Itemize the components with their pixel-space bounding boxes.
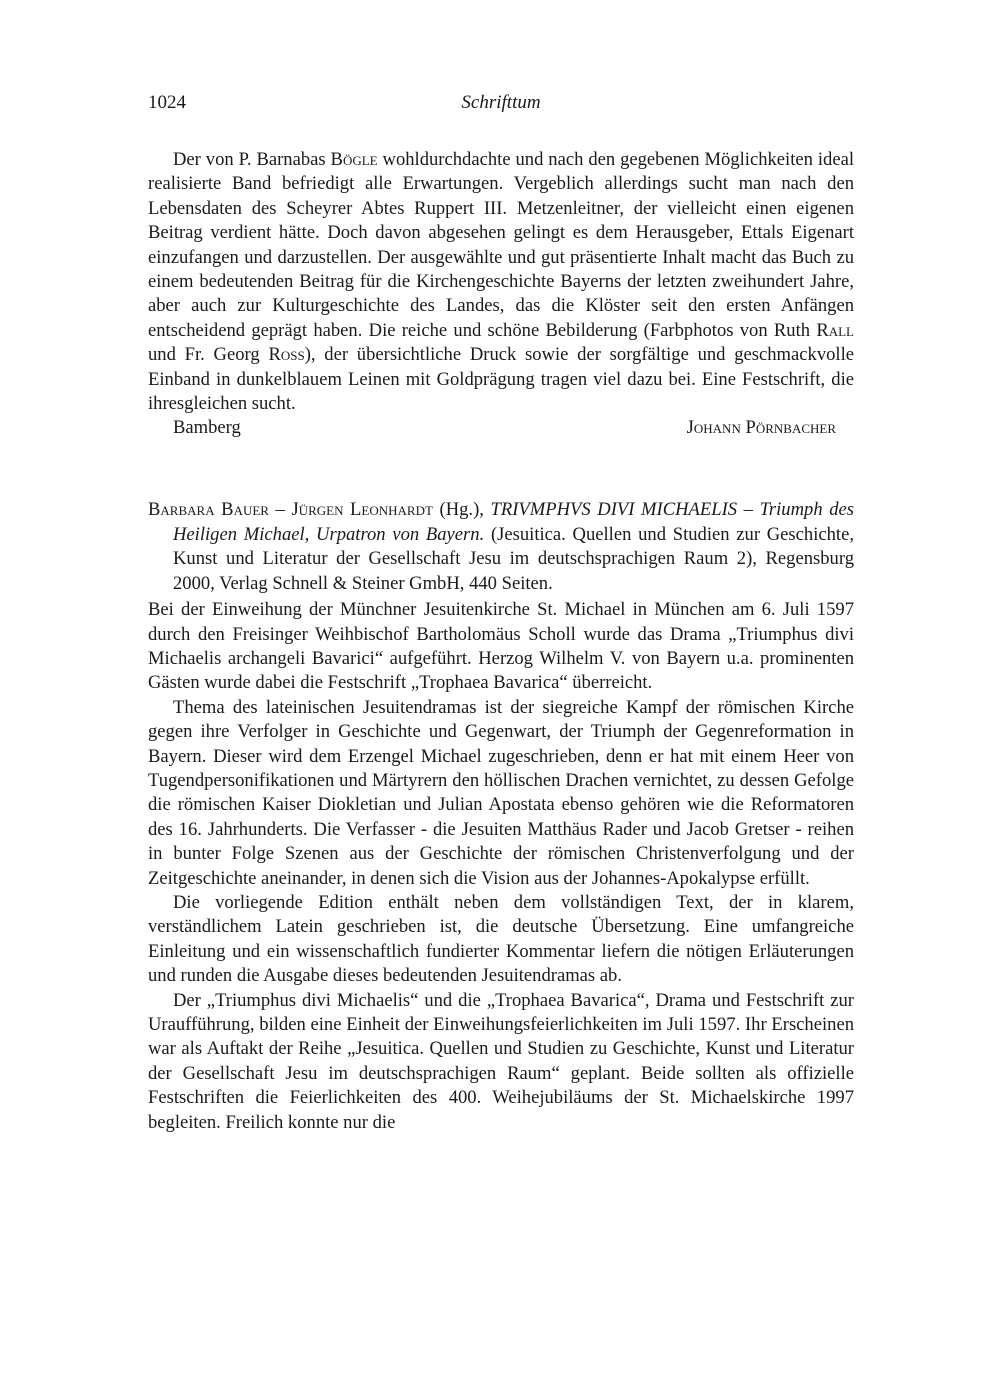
bibliographic-entry: Barbara Bauer – Jürgen Leonhardt (Hg.), TRIVMPHVS DIVI MICHAELIS – Triumph des Heiligen Michael, Urpatron von Bayern. (Jesuitica. Quellen und Studien zur Geschichte, Kunst und Literatur der Gesellschaft Jesu im deutschsprachigen Raum 2), Regensburg 2000, Verlag Schnell & Steiner GmbH, 440 Seiten.: [148, 499, 854, 594]
entry-authors: Barbara Bauer – Jürgen Leonhardt: [148, 499, 433, 521]
person-name: Ross: [268, 344, 305, 366]
review-closing-paragraph: Der von P. Barnabas Bögle wohldurchdachte und nach den gegebenen Möglichkeiten ideal realisierte Band befriedigt alle Erwartungen. Vergeblich allerdings sucht man nach den Lebensdaten des Scheyrer Abtes Ruppert III. Metzenleitner, der vielleicht einen eigenen Beitrag verdient hätte. Doch davon abgesehen gelingt es dem Herausgeber, Ettals Eigenart einzufangen und darzustellen. Der ausgewählte und gut präsentierte Inhalt macht das Buch zu einem bedeutenden Beitrag für die Kirchengeschichte Bayerns der letzten zweihundert Jahre, aber auch zur Kulturgeschichte des Landes, das die Klöster seit den ersten Anfängen entscheidend geprägt haben. Die reiche und schöne Bebilderung (Farbphotos von Ruth Rall und Fr. Georg Ross), der übersichtliche Druck sowie der sorgfältige und geschmackvolle Einband in dunkelblauem Leinen mit Goldprägung tragen viel dazu bei. Eine Festschrift, die ihresgleichen sucht.: [148, 149, 855, 415]
section-title: Schrifttum: [461, 92, 541, 113]
review-paragraph: Thema des lateinischen Jesuitendramas ist der siegreiche Kampf der römischen Kirche gegen ihre Verfolger in Geschichte und Gegenwart, der Triumph der Gegenreformation in Bayern. Dieser wird dem Erzengel Michael zugeschrieben, denn er hat mit einem Heer von Tugendpersonifikationen und Märtyrern den höllischen Drachen vernichtet, zu dessen Gefolge die römischen Kaiser Diokletian und Julian Apostata ebenso gehören wie die Reformatoren des 16. Jahrhunderts. Die Verfasser - die Jesuiten Matthäus Rader und Jacob Gretser - reihen in bunter Folge Szenen aus der Geschichte der römischen Christenverfolgung und der Zeitgeschichte aneinander, in denen sich die Vision aus der Johannes-Apokalypse erfüllt.: [148, 696, 854, 889]
page-number: 1024: [148, 92, 186, 113]
reviewer-name: Johann Pörnbacher: [686, 417, 836, 439]
review-paragraph: Der „Triumphus divi Michaelis“ und die „Trophaea Bavarica“, Drama und Festschrift zur Uraufführung, bilden eine Einheit der Einweihungsfeierlichkeiten im Juli 1597. Ihr Erscheinen war als Auftakt der Reihe „Jesuitica. Quellen und Studien zu Geschichte, Kunst und Literatur der Gesellschaft Jesu im deutschsprachigen Raum“ geplant. Beide sollten als offizielle Festschriften die Feierlichkeiten des 400. Weihejubiläums der St. Michaelskirche 1997 begleiten. Freilich konnte nur die: [148, 989, 854, 1133]
review-paragraph: Die vorliegende Edition enthält neben dem vollständigen Text, der in klarem, verständlichem Latein geschrieben ist, die deutsche Übersetzung. Eine umfangreiche Einleitung und ein wissenschaftlich fundierter Kommentar liefern die nötigen Erläuterungen und runden die Ausgabe dieses bedeutenden Jesuitendramas ab.: [148, 891, 854, 987]
review-paragraph: Bei der Einweihung der Münchner Jesuitenkirche St. Michael in München am 6. Juli 1597 durch den Freisinger Weihbischof Bartholomäus Scholl wurde das Drama „Triumphus divi Michaelis archangeli Bavarici“ aufgeführt. Herzog Wilhelm V. von Bayern u.a. prominenten Gästen wurde dabei die Festschrift „Trophaea Bavarica“ überreicht.: [148, 599, 854, 694]
running-head: [148, 92, 854, 122]
person-name: Bögle: [330, 149, 378, 170]
entry-publication: (Jesuitica. Quellen und Studien zur Geschichte, Kunst und Literatur der Gesellschaft Jesu im deutschsprachigen Raum 2), Regensburg 2000, Verlag Schnell & Steiner GmbH, 440 Seiten.: [173, 523, 854, 594]
review-place: Bamberg: [173, 417, 241, 439]
entry-subtitle: Triumph des Heiligen Michael, Urpatron von Bayern.: [173, 499, 854, 545]
entry-title: TRIVMPHVS DIVI MICHAELIS: [490, 499, 738, 521]
page: [148, 92, 854, 1135]
review-signoff: [148, 416, 854, 440]
person-name: Rall: [816, 319, 854, 341]
